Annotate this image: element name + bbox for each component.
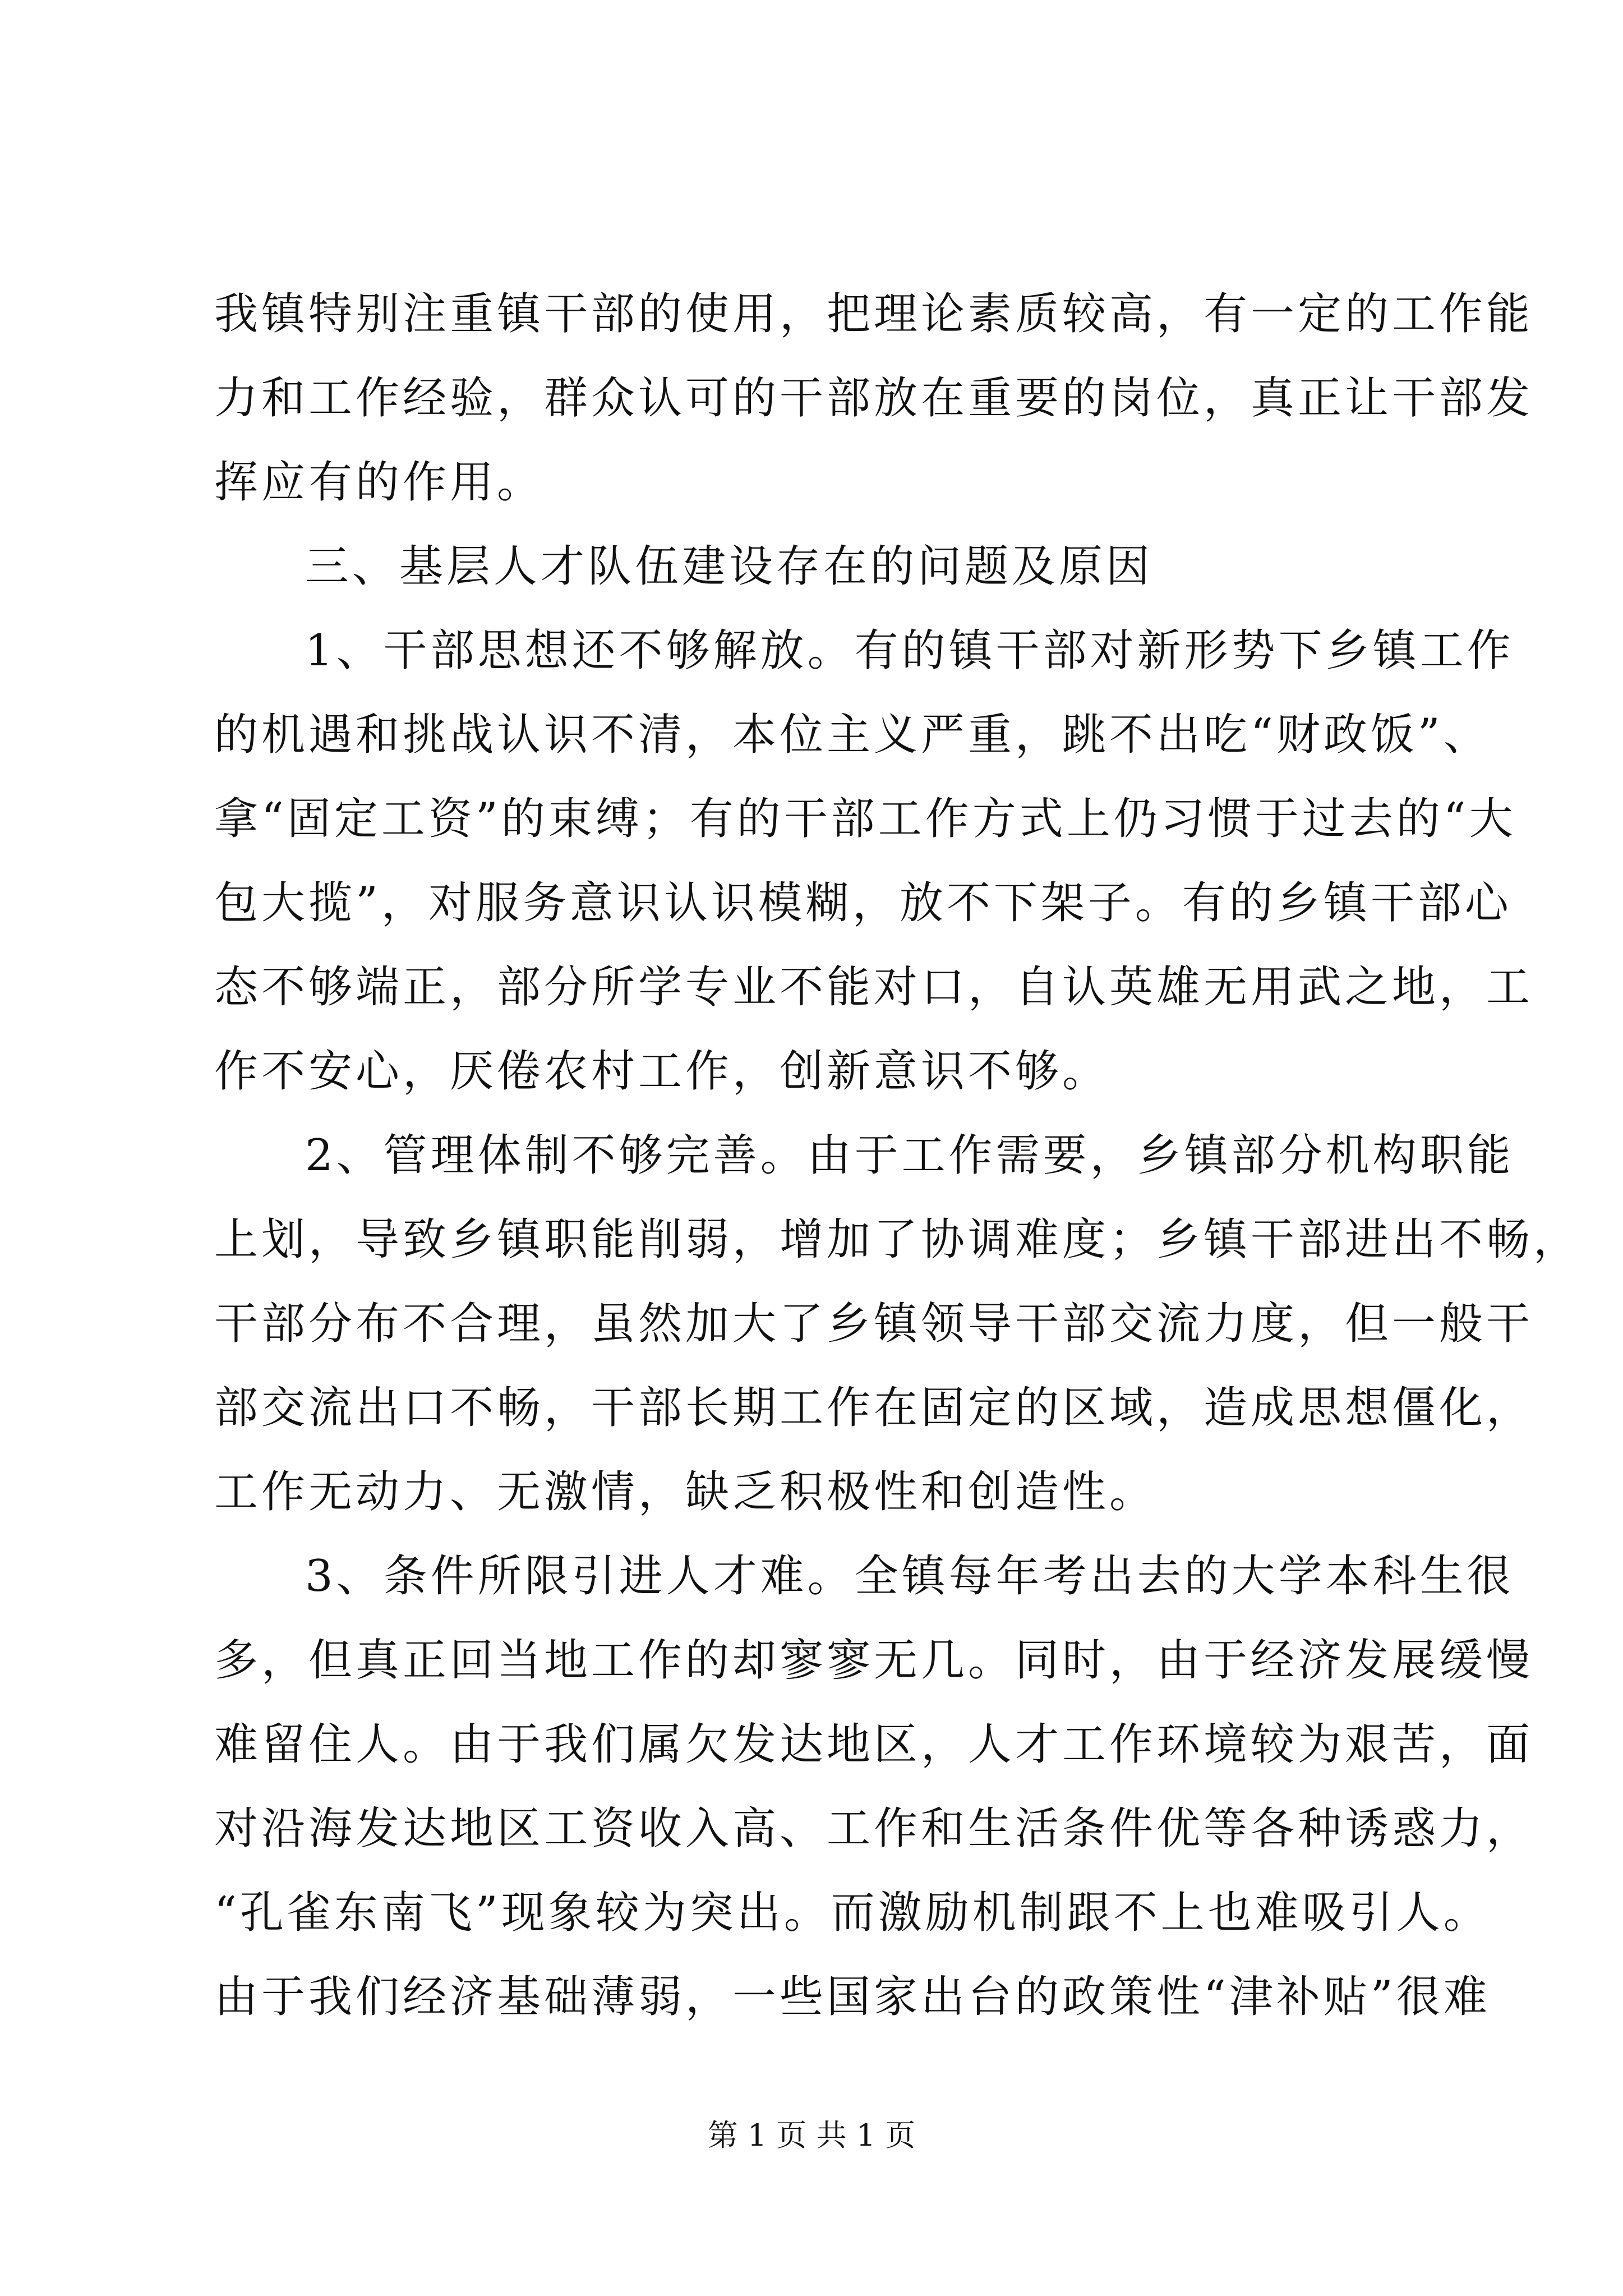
text-line: 我镇特别注重镇干部的使用，把理论素质较高，有一定的工作能: [214, 289, 1534, 339]
section-heading: 三、基层人才队伍建设存在的问题及原因: [305, 541, 1154, 592]
document-body: [214, 272, 1581, 2039]
page-number-label: 第 1 页 共 1 页: [707, 2118, 916, 2153]
text-line: 挥应有的作用。: [214, 457, 545, 508]
text-line: 作不安心，厌倦农村工作，创新意识不够。: [214, 1046, 1110, 1097]
text-line: 干部分布不合理，虽然加大了乡镇领导干部交流力度，但一般干: [214, 1299, 1534, 1349]
text-line: 上划，导致乡镇职能削弱，增加了协调难度；乡镇干部进出不畅，: [214, 1214, 1581, 1265]
text-line: 对沿海发达地区工资收入高、工作和生活条件优等各种诱惑力，: [214, 1803, 1534, 1854]
text-line: 的机遇和挑战认识不清，本位主义严重，跳不出吃“财政饭”、: [214, 710, 1491, 760]
text-line: 拿“固定工资”的束缚；有的干部工作方式上仍习惯于过去的“大: [214, 794, 1516, 844]
text-line: 态不够端正，部分所学专业不能对口，自认英雄无用武之地，工: [214, 962, 1534, 1013]
paragraph-1-first-line: 1、干部思想还不够解放。有的镇干部对新形势下乡镇工作: [305, 625, 1514, 676]
text-line: 力和工作经验，群众认可的干部放在重要的岗位，真正让干部发: [214, 373, 1534, 424]
text-line: 包大揽”，对服务意识认识模糊，放不下架子。有的乡镇干部心: [214, 878, 1512, 928]
paragraph-3-first-line: 3、条件所限引进人才难。全镇每年考出去的大学本科生很: [305, 1551, 1514, 1602]
text-line: 部交流出口不畅，干部长期工作在固定的区域，造成思想僵化，: [214, 1383, 1534, 1433]
text-line: 工作无动力、无激情，缺乏积极性和创造性。: [214, 1467, 1157, 1517]
paragraph-2-first-line: 2、管理体制不够完善。由于工作需要，乡镇部分机构职能: [305, 1130, 1514, 1181]
text-line: 由于我们经济基础薄弱，一些国家出台的政策性“津补贴”很难: [214, 1972, 1491, 2022]
text-line: 多，但真正回当地工作的却寥寥无几。同时，由于经济发展缓慢: [214, 1635, 1534, 1686]
page-footer: [0, 2116, 1623, 2155]
text-line: “孔雀东南飞”现象较为突出。而激励机制跟不上也难吸引人。: [214, 1888, 1491, 1938]
text-line: 难留住人。由于我们属欠发达地区，人才工作环境较为艰苦，面: [214, 1719, 1534, 1770]
